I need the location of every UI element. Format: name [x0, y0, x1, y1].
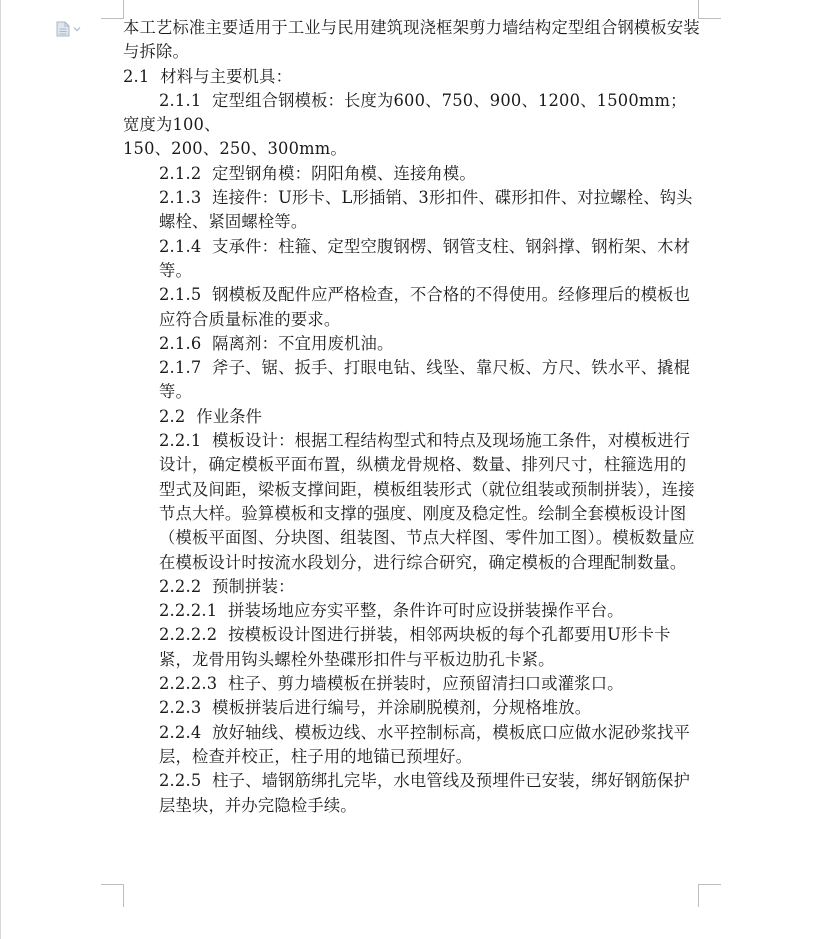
chevron-down-icon — [73, 26, 81, 32]
crop-mark-bottom-left — [101, 884, 124, 907]
paragraph: 2.2.1 模板设计：根据工程结构型式和特点及现场施工条件，对模板进行设计，确定模板平面布置，纵横龙骨规格、数量、排列尺寸，柱箍选用的型式及间距，梁板支撑间距，模板组装形式（就位组装或预制拼装），连接节点大样。验算模板和支撑的强度、刚度及稳定性。绘制全套模板设计图（模板平面图、分块图、组装图、节点大样图、零件加工图）。模板数量应在模板设计时按流水段划分，进行综合研究，确定模板的合理配制数量。 — [159, 431, 695, 572]
paragraph: 2.2.2.1 拼装场地应夯实平整，条件许可时应设拼装操作平台。 — [159, 601, 624, 621]
crop-mark-bottom-right — [698, 884, 721, 907]
paragraph: 2.1.5 钢模板及配件应严格检查，不合格的不得使用。经修理后的模板也应符合质量标准的要求。 — [159, 285, 691, 329]
paragraph: 2.1.6 隔离剂：不宜用废机油。 — [159, 333, 394, 353]
paragraph: 150、200、250、300mm。 — [123, 139, 347, 159]
paragraph: 宽度为100、 — [123, 115, 221, 135]
paragraph: 2.2.2.2 按模板设计图进行拼装，相邻两块板的每个孔都要用U形卡卡紧，龙骨用钩头螺栓外垫碟形扣件与平板边肋孔卡紧。 — [159, 625, 671, 669]
document-icon — [56, 21, 70, 37]
paragraph: 2.2.3 模板拼装后进行编号，并涂刷脱模剂，分规格堆放。 — [159, 698, 592, 718]
paragraph: 2.1.3 连接件：U形卡、L形插销、3形扣件、碟形扣件、对拉螺栓、钩头螺栓、紧固螺栓等。 — [159, 188, 693, 232]
paragraph: 2.2.2.3 柱子、剪力墙模板在拼装时，应预留清扫口或灌浆口。 — [159, 674, 624, 694]
paragraph: 2.2.2 预制拼装： — [159, 576, 295, 596]
page-edge — [0, 0, 1, 939]
crop-mark-top-left — [101, 0, 124, 19]
paragraph: 本工艺标准主要适用于工业与民用建筑现浇框架剪力墙结构定型组合钢模板安装与拆除。 — [123, 18, 700, 62]
crop-mark-top-right — [698, 0, 721, 19]
paragraph-menu-button[interactable] — [56, 20, 82, 38]
document-body — [123, 16, 701, 818]
paragraph: 2.1.2 定型钢角模：阴阳角模、连接角模。 — [159, 163, 476, 183]
paragraph: 2.1.1 定型组合钢模板：长度为600、750、900、1200、1500mm； — [159, 90, 687, 110]
paragraph: 2.1.4 支承件：柱箍、定型空腹钢楞、钢管支柱、钢斜撑、钢桁架、木材等。 — [159, 236, 691, 280]
paragraph: 2.2.4 放好轴线、模板边线、水平控制标高，模板底口应做水泥砂浆找平层，检查并校正，柱子用的地锚已预埋好。 — [159, 722, 691, 766]
paragraph: 2.2 作业条件 — [159, 406, 263, 426]
paragraph: 2.1 材料与主要机具： — [123, 66, 293, 86]
paragraph: 2.1.7 斧子、锯、扳手、打眼电钻、线坠、靠尺板、方尺、铁水平、撬棍等。 — [159, 358, 691, 402]
paragraph: 2.2.5 柱子、墙钢筋绑扎完毕，水电管线及预埋件已安装，绑好钢筋保护层垫块，并办完隐检手续。 — [159, 771, 691, 815]
